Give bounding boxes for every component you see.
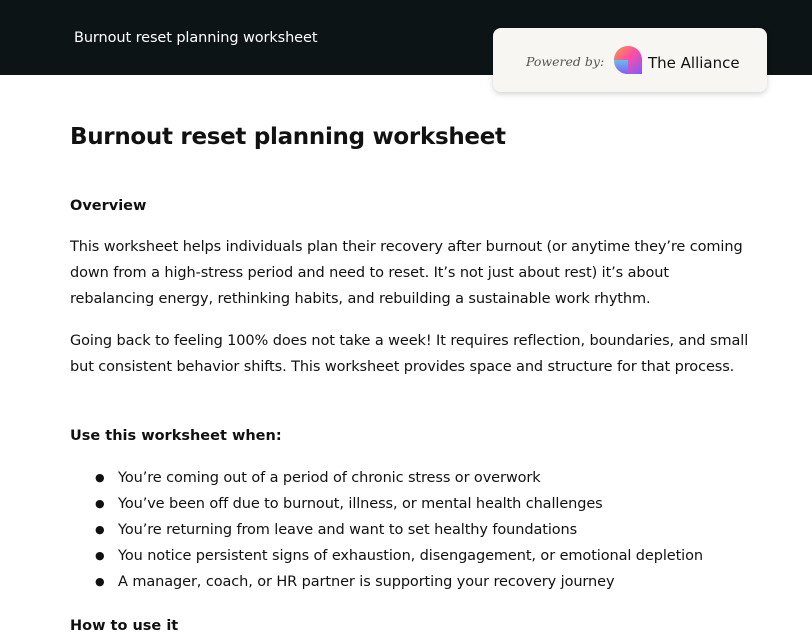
list-item: ● You’re returning from leave and want to set healthy foundations — [70, 517, 750, 543]
use-when-list — [70, 465, 750, 595]
overview-paragraph-1: This worksheet helps individuals plan their recovery after burnout (or anytime they’re coming down from a high-stress period and need to reset. It’s not just about rest) it’s about rebalancing energy, rethinking habits, and rebuilding a sustainable work rhythm. — [70, 239, 743, 307]
powered-by-badge[interactable] — [493, 28, 767, 92]
powered-by-label: Powered by: — [526, 54, 605, 69]
header-title: Burnout reset planning worksheet — [74, 30, 318, 46]
overview-paragraph-2: Going back to feeling 100% does not take a week! It requires reflection, boundaries, and small but consistent behavior shifts. This worksheet provides space and structure for that process. — [70, 333, 749, 375]
alliance-logo-icon — [613, 45, 643, 75]
list-item: ● You’ve been off due to burnout, illness, or mental health challenges — [70, 491, 750, 517]
bullet-icon: ● — [95, 497, 105, 510]
bullet-icon: ● — [95, 471, 105, 484]
bullet-icon: ● — [95, 523, 105, 536]
bullet-icon: ● — [95, 549, 105, 562]
list-item: ● You notice persistent signs of exhaustion, disengagement, or emotional depletion — [70, 543, 750, 569]
use-when-heading: Use this worksheet when: — [70, 428, 282, 444]
page-title: Burnout reset planning worksheet — [70, 124, 506, 150]
list-item: ● You’re coming out of a period of chronic stress or overwork — [70, 465, 750, 491]
document-body — [70, 120, 750, 634]
bullet-icon: ● — [95, 575, 105, 588]
brand-name: The Alliance — [648, 54, 740, 72]
how-to-use-heading: How to use it — [70, 618, 179, 634]
overview-heading: Overview — [70, 198, 147, 214]
list-item: ● A manager, coach, or HR partner is supporting your recovery journey — [70, 569, 750, 595]
